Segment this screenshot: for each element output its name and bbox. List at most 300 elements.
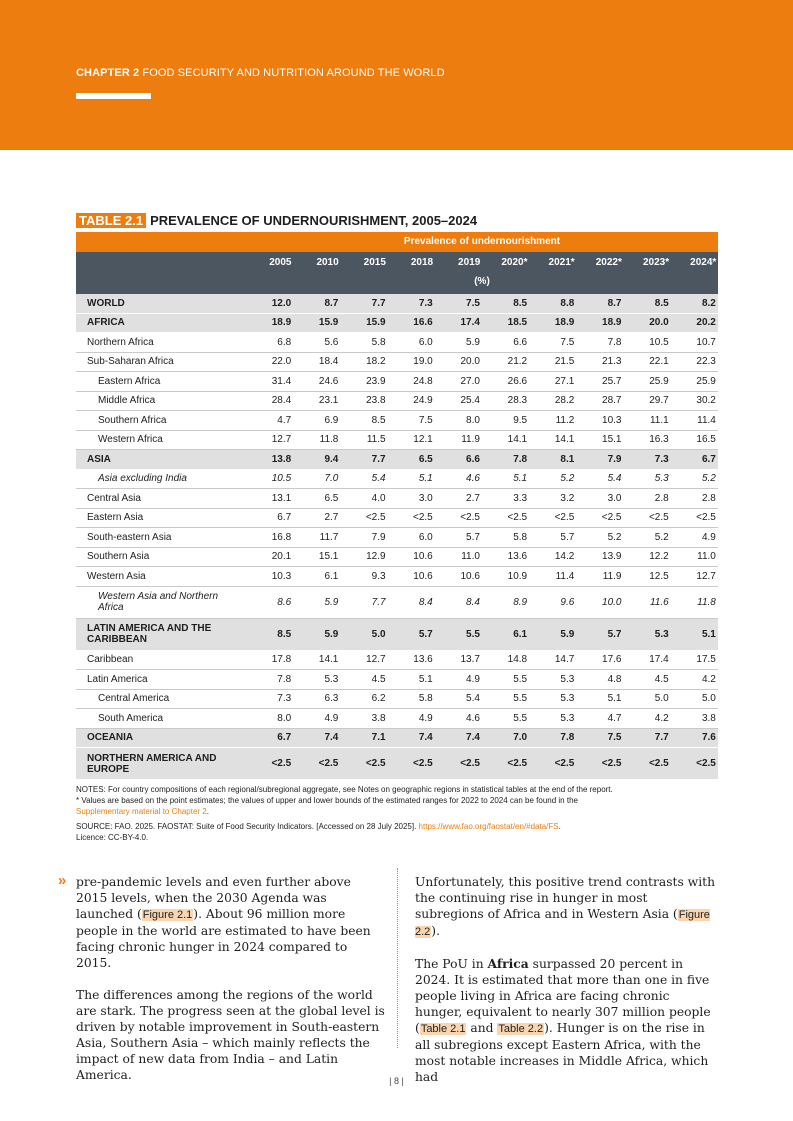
table-cell: 5.0 bbox=[371, 628, 386, 640]
table-cell: 6.3 bbox=[324, 693, 339, 705]
table-cell: 4.8 bbox=[607, 673, 622, 685]
table-cell: 11.8 bbox=[319, 434, 339, 446]
table-cell: 30.2 bbox=[696, 395, 716, 407]
table-cell: <2.5 bbox=[648, 512, 669, 524]
row-label: NORTHERN AMERICA AND EUROPE bbox=[87, 752, 217, 775]
table-cell: 6.7 bbox=[277, 512, 292, 524]
table-cell: 18.9 bbox=[271, 317, 292, 329]
table-cell: 4.5 bbox=[371, 673, 386, 685]
table-cell: 6.6 bbox=[513, 336, 528, 348]
row-label: Western Asia bbox=[87, 570, 146, 582]
table-cell: 7.4 bbox=[324, 732, 339, 744]
year-header: 2019 bbox=[458, 257, 481, 268]
table-row bbox=[76, 509, 718, 529]
row-label: AFRICA bbox=[87, 317, 125, 329]
table-cell: 24.8 bbox=[413, 375, 433, 387]
table-cell: 22.1 bbox=[649, 356, 669, 368]
table-cell: 7.4 bbox=[418, 732, 433, 744]
table-cell: 8.2 bbox=[701, 297, 716, 309]
row-label: LATIN AMERICA AND THE CARIBBEAN bbox=[87, 623, 212, 645]
table-cell: 7.8 bbox=[513, 453, 528, 465]
table-cell: 5.3 bbox=[560, 693, 575, 705]
table-cell: 10.6 bbox=[413, 570, 433, 582]
row-label: Western Asia and Northern Africa bbox=[98, 591, 219, 613]
table-cell: 5.3 bbox=[654, 473, 669, 485]
table-cell: 16.5 bbox=[696, 434, 716, 446]
table-row bbox=[76, 709, 718, 729]
row-label: Southern Africa bbox=[98, 414, 167, 426]
table-cell: 11.1 bbox=[649, 414, 669, 426]
figure-2-1-link[interactable]: Figure 2.1 bbox=[142, 909, 193, 921]
table-cell: 25.4 bbox=[460, 395, 480, 407]
table-cell: 8.0 bbox=[277, 712, 292, 724]
table-cell: 11.0 bbox=[697, 551, 716, 563]
table-cell: 8.7 bbox=[607, 297, 622, 309]
table-cell: 5.1 bbox=[701, 628, 716, 640]
table-row bbox=[76, 431, 718, 451]
table-cell: 23.8 bbox=[366, 395, 386, 407]
column-separator bbox=[397, 868, 398, 1048]
table-cell: 7.7 bbox=[371, 297, 386, 309]
chapter-title: FOOD SECURITY AND NUTRITION AROUND THE WORLD bbox=[142, 67, 445, 79]
table-cell: 2.7 bbox=[466, 492, 480, 504]
asterisk-line: * Values are based on the point estimates; the values of upper and lower bounds of the estimated ranges for 2022 to 2024 can be found in the bbox=[76, 796, 578, 805]
table-cell: 6.9 bbox=[324, 414, 339, 426]
year-header: 2023* bbox=[642, 257, 670, 268]
table-cell: 7.4 bbox=[466, 732, 480, 744]
table-cell: 31.4 bbox=[271, 375, 292, 387]
table-cell: 13.6 bbox=[507, 551, 528, 563]
table-band-header: Prevalence of undernourishment bbox=[76, 232, 718, 252]
table-cell: 13.1 bbox=[271, 492, 292, 504]
table-row bbox=[76, 670, 718, 690]
table-cell: 4.5 bbox=[654, 673, 669, 685]
undernourishment-table bbox=[76, 232, 718, 780]
table-cell: 20.2 bbox=[696, 317, 716, 329]
table-cell: 9.6 bbox=[560, 596, 575, 608]
row-label: Eastern Africa bbox=[98, 375, 161, 387]
table-cell: 7.3 bbox=[654, 453, 669, 465]
table-cell: 5.1 bbox=[418, 473, 433, 485]
table-cell: <2.5 bbox=[271, 758, 292, 769]
table-cell: 11.0 bbox=[461, 551, 480, 563]
table-cell: 12.9 bbox=[366, 551, 386, 563]
table-cell: 6.1 bbox=[324, 570, 339, 582]
table-body bbox=[76, 294, 718, 780]
table-cell: 25.9 bbox=[649, 375, 669, 387]
table-cell: 10.3 bbox=[602, 414, 622, 426]
table-cell: 14.8 bbox=[507, 654, 528, 666]
table-row bbox=[76, 392, 718, 412]
row-label: Sub-Saharan Africa bbox=[87, 356, 174, 368]
table-cell: 7.5 bbox=[466, 297, 480, 309]
table-cell: 8.5 bbox=[371, 414, 386, 426]
table-cell: 11.2 bbox=[555, 414, 575, 426]
table-cell: 6.5 bbox=[324, 492, 339, 504]
table-cell: 7.5 bbox=[607, 732, 622, 744]
table-cell: 2.8 bbox=[701, 492, 716, 504]
table-cell: 8.5 bbox=[277, 628, 292, 640]
row-label: Northern Africa bbox=[87, 336, 154, 348]
row-label: Latin America bbox=[87, 673, 148, 685]
row-label: Middle Africa bbox=[98, 395, 156, 407]
year-header: 2024* bbox=[690, 257, 717, 268]
table-cell: 5.6 bbox=[324, 336, 339, 348]
table-cell: 6.0 bbox=[418, 336, 433, 348]
table-row bbox=[76, 748, 718, 780]
left-paragraph-1: pre-pandemic levels and even further above 2015 levels, when the 2030 Agenda was launched (Figure 2.1). About 96 million more people in the world are estimated to have been facing chronic hunger in 2024 compared to 2015. bbox=[76, 875, 371, 970]
table-cell: 7.9 bbox=[607, 453, 622, 465]
table-cell: 5.2 bbox=[701, 473, 716, 485]
table-cell: 4.7 bbox=[277, 414, 292, 426]
chapter-banner bbox=[0, 0, 793, 150]
row-label: Eastern Asia bbox=[87, 512, 144, 524]
table-cell: 15.9 bbox=[366, 317, 386, 329]
table-cell: 5.4 bbox=[371, 473, 386, 485]
table-cell: 8.4 bbox=[418, 596, 433, 608]
row-label: Southern Asia bbox=[87, 551, 150, 563]
table-cell: 6.5 bbox=[418, 453, 433, 465]
table-cell: 7.7 bbox=[654, 732, 669, 744]
table-cell: 25.7 bbox=[602, 375, 622, 387]
table-cell: 7.5 bbox=[560, 336, 575, 348]
table-cell: 27.1 bbox=[554, 375, 575, 387]
row-label: South-eastern Asia bbox=[87, 531, 172, 543]
table-cell: 6.7 bbox=[701, 453, 716, 465]
table-cell: 5.5 bbox=[513, 712, 528, 724]
table-cell: 5.4 bbox=[607, 473, 622, 485]
table-cell: 5.0 bbox=[654, 693, 669, 705]
table-cell: 6.2 bbox=[371, 693, 386, 705]
source-url-link[interactable]: https://www.fao.org/faostat/en/#data/FS bbox=[418, 822, 559, 831]
table-cell: 10.7 bbox=[696, 336, 716, 348]
body-right-column bbox=[415, 874, 715, 1101]
chapter-label: CHAPTER 2 bbox=[76, 67, 140, 79]
table-cell: 18.9 bbox=[602, 317, 622, 329]
table-cell: 7.0 bbox=[324, 473, 339, 485]
table-cell: 11.9 bbox=[461, 434, 480, 446]
table-cell: 25.9 bbox=[696, 375, 716, 387]
table-2-2-link[interactable]: Table 2.2 bbox=[498, 1023, 544, 1035]
table-cell: 18.5 bbox=[507, 317, 528, 329]
year-header: 2005 bbox=[269, 257, 292, 268]
table-cell: 17.4 bbox=[649, 654, 669, 666]
table-row bbox=[76, 619, 718, 651]
table-cell: 7.1 bbox=[371, 732, 386, 744]
table-cell: 28.4 bbox=[271, 395, 292, 407]
table-cell: 17.6 bbox=[602, 654, 622, 666]
table-cell: 13.7 bbox=[460, 654, 480, 666]
table-cell: 4.9 bbox=[701, 531, 716, 543]
table-cell: 5.2 bbox=[607, 531, 622, 543]
table-cell: 7.5 bbox=[418, 414, 433, 426]
table-cell: 5.5 bbox=[513, 693, 528, 705]
figure-2-2-link[interactable]: Figure 2.2 bbox=[415, 909, 710, 938]
table-cell: 3.2 bbox=[560, 492, 575, 504]
table-cell: 2.7 bbox=[324, 512, 339, 524]
table-cell: 15.1 bbox=[318, 551, 339, 563]
row-label: Caribbean bbox=[87, 654, 134, 666]
table-tag: TABLE 2.1 bbox=[76, 213, 146, 228]
table-cell: 5.5 bbox=[466, 628, 480, 640]
table-cell: <2.5 bbox=[507, 512, 528, 524]
year-header: 2018 bbox=[410, 257, 434, 268]
table-cell: 2.8 bbox=[654, 492, 669, 504]
table-cell: <2.5 bbox=[413, 512, 433, 524]
table-row bbox=[76, 294, 718, 314]
table-cell: 22.3 bbox=[696, 356, 716, 368]
table-cell: 5.7 bbox=[607, 628, 622, 640]
table-cell: 7.0 bbox=[513, 732, 528, 744]
table-cell: 8.8 bbox=[560, 297, 575, 309]
table-cell: 5.7 bbox=[466, 531, 480, 543]
table-cell: 5.2 bbox=[560, 473, 575, 485]
table-cell: 28.2 bbox=[554, 395, 575, 407]
table-cell: 5.5 bbox=[513, 673, 528, 685]
table-cell: 5.3 bbox=[560, 673, 575, 685]
supplementary-link[interactable]: Supplementary material to Chapter 2 bbox=[76, 807, 207, 816]
table-cell: <2.5 bbox=[696, 758, 716, 769]
table-cell: 14.1 bbox=[318, 654, 339, 666]
table-cell: 13.6 bbox=[413, 654, 433, 666]
table-cell: 6.0 bbox=[418, 531, 433, 543]
table-cell: 15.9 bbox=[318, 317, 339, 329]
table-row bbox=[76, 411, 718, 431]
row-label: Central America bbox=[98, 693, 170, 705]
year-header: 2010 bbox=[316, 257, 339, 268]
table-row bbox=[76, 587, 718, 619]
table-cell: 5.9 bbox=[324, 628, 339, 640]
table-cell: <2.5 bbox=[460, 512, 480, 524]
table-cell: 23.9 bbox=[366, 375, 386, 387]
table-cell: 5.8 bbox=[418, 693, 433, 705]
right-paragraph-1: Unfortunately, this positive trend contrasts with the continuing rise in hunger in most subregions of Africa and in Western Asia (Figure 2.2). bbox=[415, 875, 716, 938]
table-cell: 21.5 bbox=[554, 356, 575, 368]
page-number: | 8 | bbox=[389, 1076, 404, 1086]
table-cell: <2.5 bbox=[507, 758, 528, 769]
table-cell: 16.6 bbox=[413, 317, 433, 329]
table-title-text: PREVALENCE OF UNDERNOURISHMENT, 2005–2024 bbox=[150, 213, 478, 228]
table-row bbox=[76, 372, 718, 392]
table-cell: 6.1 bbox=[513, 628, 528, 640]
table-cell: 10.9 bbox=[507, 570, 528, 582]
table-cell: 5.0 bbox=[701, 693, 716, 705]
table-cell: <2.5 bbox=[413, 758, 433, 769]
table-row bbox=[76, 690, 718, 710]
table-cell: 9.3 bbox=[371, 570, 386, 582]
table-cell: 8.5 bbox=[654, 297, 669, 309]
table-cell: 23.1 bbox=[318, 395, 339, 407]
chapter-heading bbox=[76, 67, 445, 79]
table-row bbox=[76, 470, 718, 490]
table-cell: 5.8 bbox=[371, 336, 386, 348]
table-cell: 18.2 bbox=[366, 356, 386, 368]
table-cell: 8.5 bbox=[513, 297, 528, 309]
table-cell: 22.0 bbox=[271, 356, 292, 368]
table-cell: 21.3 bbox=[602, 356, 622, 368]
table-cell: 7.3 bbox=[277, 693, 292, 705]
table-cell: 12.7 bbox=[271, 434, 292, 446]
table-cell: 10.6 bbox=[413, 551, 433, 563]
table-cell: 3.0 bbox=[418, 492, 433, 504]
table-cell: 5.3 bbox=[654, 628, 669, 640]
table-cell: 10.0 bbox=[602, 596, 622, 608]
table-cell: 5.3 bbox=[560, 712, 575, 724]
table-cell: 5.9 bbox=[324, 596, 339, 608]
table-notes: NOTES: For country compositions of each regional/subregional aggregate, see Notes on geographic regions in statistical tables at the end of the report. * Values are based on the point estimates; the values of upper and lower bounds of the estimated ranges for 2022 to 2024 can be found in the Supplementary material to Chapter 2. SOURCE: FAO. 2025. FAOSTAT: Suite of Food Security Indicators. [Accessed on 28 July 2025]. https://www.fao.org/faostat/en/#data/FS. Licence: CC-BY-4.0. bbox=[76, 784, 726, 843]
table-cell: 5.9 bbox=[560, 628, 575, 640]
table-cell: 11.4 bbox=[697, 414, 716, 426]
table-cell: 8.4 bbox=[466, 596, 480, 608]
table-cell: 28.3 bbox=[507, 395, 528, 407]
table-row bbox=[76, 489, 718, 509]
table-cell: 11.9 bbox=[602, 570, 622, 582]
row-label: Western Africa bbox=[98, 434, 163, 446]
table-cell: <2.5 bbox=[365, 512, 386, 524]
table-cell: 12.7 bbox=[366, 654, 386, 666]
table-row bbox=[76, 450, 718, 470]
table-cell: 15.1 bbox=[602, 434, 622, 446]
row-label: ASIA bbox=[87, 453, 111, 465]
row-label: South America bbox=[98, 712, 164, 724]
table-cell: <2.5 bbox=[648, 758, 669, 769]
notes-line: NOTES: For country compositions of each regional/subregional aggregate, see Notes on geographic regions in statistical tables at the end of the report. bbox=[76, 785, 613, 794]
table-cell: 3.0 bbox=[607, 492, 622, 504]
table-cell: 6.8 bbox=[277, 336, 292, 348]
table-cell: 7.9 bbox=[371, 531, 386, 543]
table-cell: 9.4 bbox=[324, 453, 339, 465]
table-cell: 3.3 bbox=[513, 492, 528, 504]
table-cell: 14.7 bbox=[554, 654, 575, 666]
table-cell: 5.1 bbox=[607, 693, 622, 705]
table-cell: 21.2 bbox=[507, 356, 528, 368]
year-header: 2020* bbox=[501, 257, 528, 268]
table-cell: 17.4 bbox=[460, 317, 480, 329]
table-cell: 11.4 bbox=[555, 570, 575, 582]
table-cell: 7.8 bbox=[560, 732, 575, 744]
table-cell: 16.3 bbox=[649, 434, 669, 446]
year-header: 2022* bbox=[595, 257, 622, 268]
row-label: WORLD bbox=[87, 297, 125, 309]
table-cell: 12.0 bbox=[271, 297, 292, 309]
table-cell: 7.7 bbox=[371, 596, 386, 608]
table-cell: 5.2 bbox=[654, 531, 669, 543]
table-cell: 5.4 bbox=[466, 693, 480, 705]
table-cell: 4.9 bbox=[324, 712, 339, 724]
table-cell: 19.0 bbox=[413, 356, 433, 368]
table-cell: 17.5 bbox=[696, 654, 716, 666]
table-cell: 4.6 bbox=[466, 712, 480, 724]
table-cell: 7.7 bbox=[371, 453, 386, 465]
table-cell: 10.5 bbox=[649, 336, 669, 348]
table-cell: 5.9 bbox=[466, 336, 480, 348]
body-left-column bbox=[76, 874, 386, 1099]
table-cell: 7.8 bbox=[607, 336, 622, 348]
table-cell: <2.5 bbox=[554, 758, 575, 769]
table-2-1-link[interactable]: Table 2.1 bbox=[420, 1023, 466, 1035]
table-cell: 20.0 bbox=[460, 356, 480, 368]
table-cell: 18.9 bbox=[554, 317, 575, 329]
table-row bbox=[76, 567, 718, 587]
table-cell: 6.7 bbox=[277, 732, 292, 744]
table-cell: 4.7 bbox=[607, 712, 622, 724]
table-cell: 4.9 bbox=[418, 712, 433, 724]
table-cell: 18.4 bbox=[318, 356, 339, 368]
table-cell: 16.8 bbox=[271, 531, 292, 543]
table-row bbox=[76, 333, 718, 353]
table-cell: 8.1 bbox=[560, 453, 575, 465]
table-cell: 8.6 bbox=[277, 596, 292, 608]
table-cell: <2.5 bbox=[601, 512, 622, 524]
table-cell: 14.1 bbox=[507, 434, 528, 446]
table-cell: 8.7 bbox=[324, 297, 339, 309]
table-row bbox=[76, 528, 718, 548]
table-cell: 11.7 bbox=[319, 531, 339, 543]
table-row bbox=[76, 353, 718, 373]
table-cell: 9.5 bbox=[513, 414, 528, 426]
table-cell: 10.6 bbox=[460, 570, 480, 582]
year-header: 2021* bbox=[548, 257, 575, 268]
table-cell: 14.1 bbox=[554, 434, 575, 446]
row-label: Central Asia bbox=[87, 492, 141, 504]
table-cell: <2.5 bbox=[318, 758, 339, 769]
table-cell: 12.7 bbox=[696, 570, 716, 582]
table-cell: 5.1 bbox=[513, 473, 528, 485]
table-row bbox=[76, 729, 718, 749]
table-row bbox=[76, 314, 718, 334]
table-cell: 10.5 bbox=[271, 473, 292, 485]
table-cell: 4.6 bbox=[466, 473, 480, 485]
table-cell: <2.5 bbox=[460, 758, 480, 769]
table-cell: 17.8 bbox=[271, 654, 292, 666]
table-cell: 5.7 bbox=[418, 628, 433, 640]
table-cell: 3.8 bbox=[371, 712, 386, 724]
table-cell: 11.6 bbox=[649, 596, 669, 608]
source-line: SOURCE: FAO. 2025. FAOSTAT: Suite of Food Security Indicators. [Accessed on 28 July 2025]. bbox=[76, 822, 417, 831]
licence-line: Licence: CC-BY-4.0. bbox=[76, 833, 149, 842]
table-cell: 4.2 bbox=[654, 712, 669, 724]
table-cell: 7.6 bbox=[701, 732, 716, 744]
table-cell: 12.5 bbox=[649, 570, 669, 582]
table-cell: <2.5 bbox=[365, 758, 386, 769]
row-label: Asia excluding India bbox=[98, 473, 187, 485]
table-cell: 4.2 bbox=[701, 673, 716, 685]
table-cell: 13.8 bbox=[271, 453, 292, 465]
row-label: OCEANIA bbox=[87, 732, 134, 744]
table-cell: 13.9 bbox=[602, 551, 622, 563]
table-cell: <2.5 bbox=[554, 512, 575, 524]
table-row bbox=[76, 651, 718, 671]
table-cell: 6.6 bbox=[466, 453, 480, 465]
table-cell: 5.7 bbox=[560, 531, 575, 543]
table-cell: 8.9 bbox=[513, 596, 528, 608]
table-cell: 20.1 bbox=[271, 551, 292, 563]
table-cell: 4.9 bbox=[466, 673, 480, 685]
table-cell: 7.3 bbox=[418, 297, 433, 309]
table-cell: <2.5 bbox=[696, 512, 716, 524]
table-cell: 4.0 bbox=[371, 492, 386, 504]
table-cell: 11.5 bbox=[366, 434, 386, 446]
left-paragraph-2: The differences among the regions of the world are stark. The progress seen at the global level is driven by notable improvement in South-eastern Asia, Southern Asia – which mainly reflects the impact of new data from India – and Latin America. bbox=[76, 988, 385, 1082]
table-cell: 11.8 bbox=[697, 596, 716, 608]
table-cell: 8.0 bbox=[466, 414, 480, 426]
table-cell: 7.8 bbox=[277, 673, 292, 685]
table-cell: 12.1 bbox=[413, 434, 433, 446]
table-cell: 28.7 bbox=[602, 395, 622, 407]
table-row bbox=[76, 548, 718, 568]
table-cell: 5.1 bbox=[418, 673, 433, 685]
table-unit: (%) bbox=[474, 276, 490, 287]
